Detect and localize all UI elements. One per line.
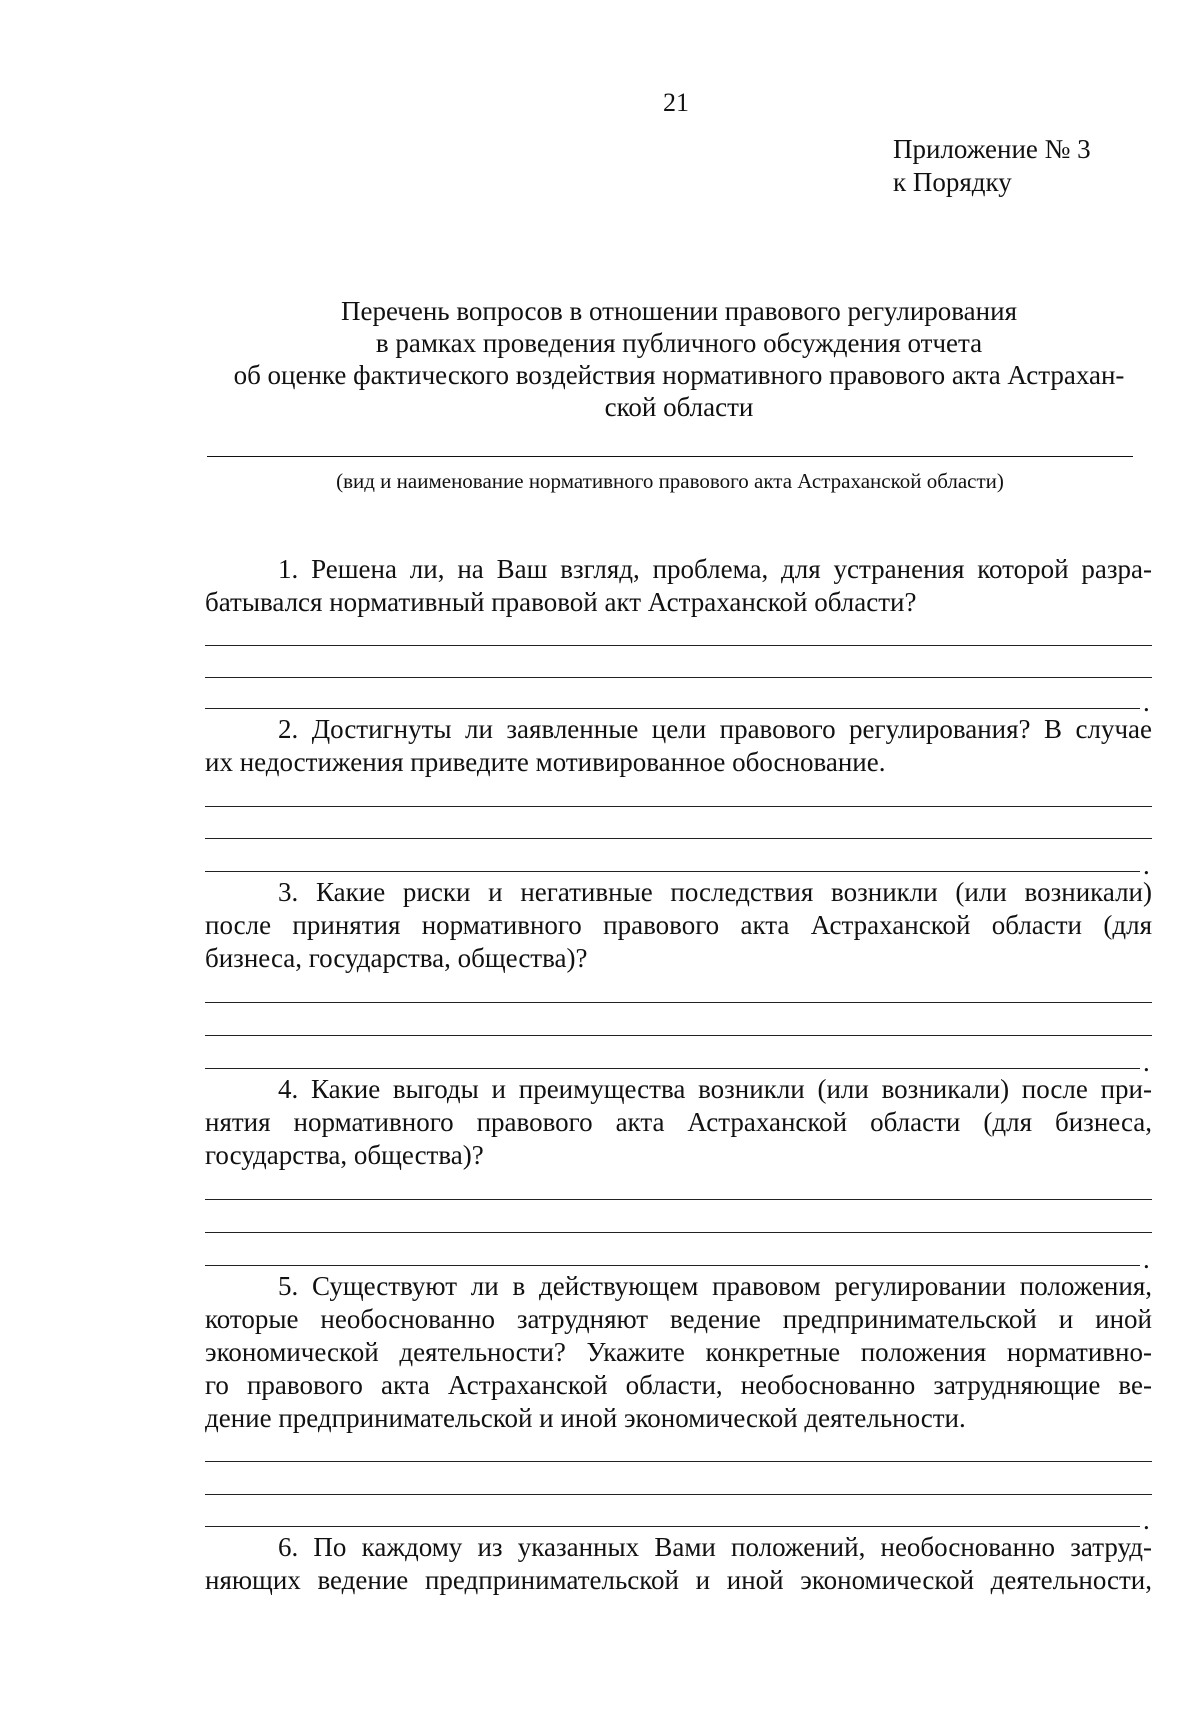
page-number: 21 (663, 88, 689, 117)
question-line: го правового акта Астраханской области, необоснованно затрудняющие ве- (205, 1370, 1152, 1400)
question-line: няющих ведение предпринимательской и иной экономической деятельности, (205, 1565, 1152, 1595)
appendix-line: Приложение № 3 (893, 134, 1091, 164)
answer-end-mark: . (1143, 1244, 1150, 1274)
title-line: в рамках проведения публичного обсуждения отчета (375, 328, 983, 358)
question-line: 4. Какие выгоды и преимущества возникли (или возникали) после при- (278, 1074, 1152, 1104)
question-line: 3. Какие риски и негативные последствия возникли (или возникали) (278, 877, 1152, 907)
answer-line[interactable] (205, 677, 1152, 678)
answer-line[interactable] (205, 806, 1152, 807)
question-line: которые необоснованно затрудняют ведение предпринимательской и иной (205, 1304, 1152, 1334)
answer-line[interactable] (205, 1232, 1152, 1233)
question-2 (205, 713, 1152, 779)
answer-line[interactable] (205, 1526, 1140, 1527)
answer-line[interactable] (205, 1461, 1152, 1462)
answer-line[interactable] (205, 1035, 1152, 1036)
act-name-caption: (вид и наименование нормативного правового акта Астраханской области) (336, 469, 1004, 493)
answer-line[interactable] (205, 871, 1140, 872)
question-line: нятия нормативного правового акта Астраханской области (для бизнеса, (205, 1107, 1152, 1137)
question-line: 6. По каждому из указанных Вами положений, необоснованно затруд- (278, 1532, 1152, 1562)
question-5 (205, 1270, 1152, 1435)
question-line: 1. Решена ли, на Ваш взгляд, проблема, для устранения которой разра- (278, 554, 1152, 584)
answer-line[interactable] (205, 1002, 1152, 1003)
answer-line[interactable] (205, 1265, 1140, 1266)
question-line: батывался нормативный правовой акт Астраханской области? (205, 587, 917, 617)
title-line: ской области (604, 392, 754, 422)
answer-line[interactable] (205, 838, 1152, 839)
question-line: государства, общества)? (205, 1140, 484, 1170)
question-line: их недостижения приведите мотивированное обоснование. (205, 747, 886, 777)
question-line: 5. Существуют ли в действующем правовом регулировании положения, (278, 1271, 1152, 1301)
appendix-label (893, 133, 1153, 199)
answer-end-mark: . (1143, 687, 1150, 717)
answer-line[interactable] (205, 1199, 1152, 1200)
title-line: Перечень вопросов в отношении правового регулирования (340, 296, 1017, 326)
question-3 (205, 876, 1152, 975)
question-line: дение предпринимательской и иной экономической деятельности. (205, 1403, 966, 1433)
question-line: бизнеса, государства, общества)? (205, 943, 588, 973)
question-line: экономической деятельности? Укажите конкретные положения нормативно- (205, 1337, 1152, 1367)
answer-end-mark: . (1143, 850, 1150, 880)
document-title (195, 295, 1163, 423)
question-line: 2. Достигнуты ли заявленные цели правового регулирования? В случае (278, 714, 1152, 744)
question-6 (205, 1531, 1152, 1597)
answer-end-mark: . (1143, 1505, 1150, 1535)
title-line: об оценке фактического воздействия нормативного правового акта Астрахан- (233, 360, 1125, 390)
question-line: после принятия нормативного правового акта Астраханской области (для (205, 910, 1152, 940)
question-4 (205, 1073, 1152, 1172)
question-1 (205, 553, 1152, 619)
answer-line[interactable] (205, 645, 1152, 646)
appendix-line: к Порядку (893, 167, 1012, 197)
answer-line[interactable] (205, 1494, 1152, 1495)
act-name-fill-line[interactable] (207, 456, 1133, 457)
answer-line[interactable] (205, 1068, 1140, 1069)
answer-line[interactable] (205, 708, 1140, 709)
answer-end-mark: . (1143, 1047, 1150, 1077)
